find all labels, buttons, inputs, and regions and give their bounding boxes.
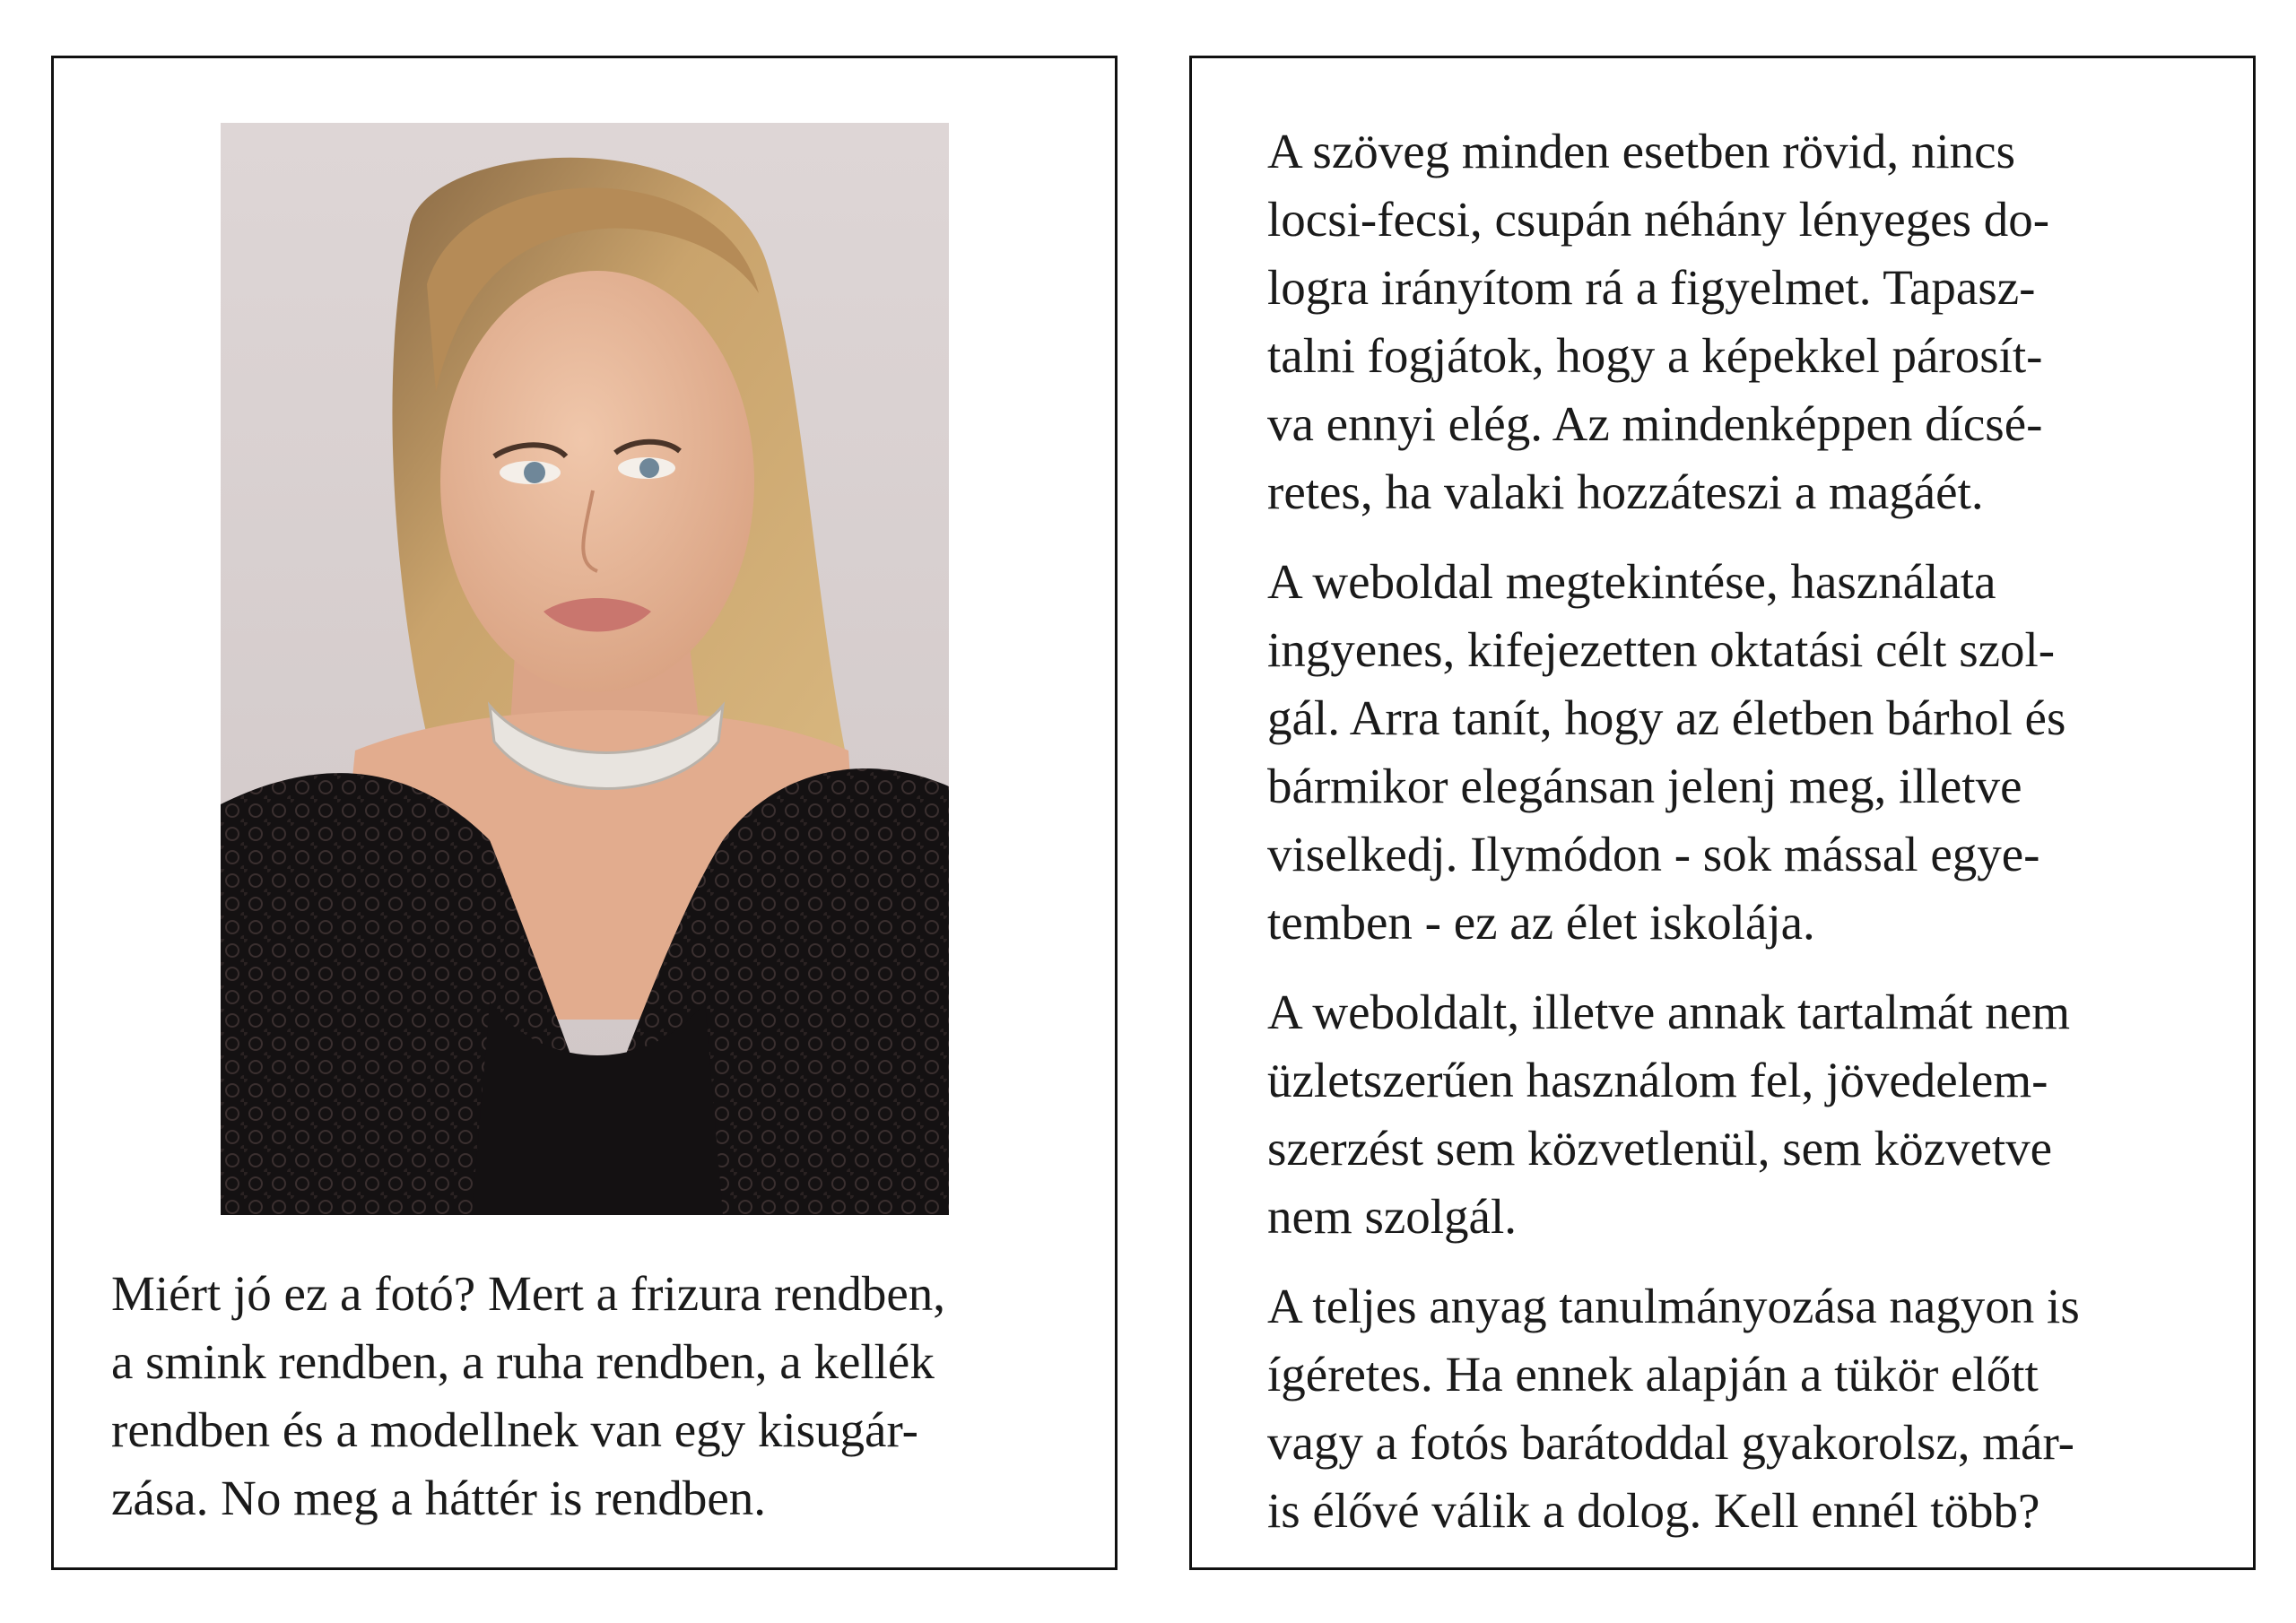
text-line: ígéretes. Ha ennek alapján a tükör előtt — [1267, 1347, 2039, 1402]
paragraph-intro — [1267, 117, 2218, 526]
text-line: talni fogjátok, hogy a képekkel párosít- — [1267, 328, 2043, 383]
caption-line: zása. No meg a háttér is rendben. — [111, 1471, 766, 1525]
text-line: A teljes anyag tanulmányozása nagyon is — [1267, 1279, 2080, 1333]
text-line: gál. Arra tanít, hogy az életben bárhol és — [1267, 690, 2066, 745]
text-line: retes, ha valaki hozzáteszi a magáét. — [1267, 464, 1984, 519]
text-line: szerzést sem közvetlenül, sem közvetve — [1267, 1121, 2053, 1176]
caption-line: rendben és a modellnek van egy kisugár- — [111, 1402, 918, 1457]
right-card — [1189, 56, 2256, 1570]
text-line: üzletszerűen használom fel, jövedelem- — [1267, 1053, 2048, 1107]
caption-line: Miért jó ez a fotó? Mert a frizura rendben, — [111, 1266, 945, 1321]
text-line: logra irányítom rá a figyelmet. Tapasz- — [1267, 260, 2036, 315]
photo-caption — [111, 1260, 1080, 1532]
text-line: A weboldal megtekintése, használata — [1267, 554, 1996, 609]
caption-line: a smink rendben, a ruha rendben, a kellék — [111, 1334, 935, 1389]
paragraph-conclusion — [1267, 1272, 2218, 1545]
text-line: nem szolgál. — [1267, 1189, 1517, 1244]
model-portrait-photo — [221, 123, 949, 1215]
text-line: A weboldalt, illetve annak tartalmát nem — [1267, 985, 2070, 1039]
paragraph-non-commercial — [1267, 978, 2218, 1251]
text-line: vagy a fotós barátoddal gyakorolsz, már- — [1267, 1415, 2074, 1470]
paragraph-free-use — [1267, 548, 2218, 957]
text-line: ingyenes, kifejezetten oktatási célt szol- — [1267, 622, 2056, 677]
text-line: bármikor elegánsan jelenj meg, illetve — [1267, 759, 2022, 813]
text-line: locsi-fecsi, csupán néhány lényeges do- — [1267, 192, 2050, 247]
text-line: A szöveg minden esetben rövid, nincs — [1267, 124, 2015, 178]
portrait-illustration — [221, 123, 949, 1215]
text-line: viselkedj. Ilymódon - sok mással egye- — [1267, 827, 2040, 881]
left-card — [51, 56, 1118, 1570]
text-line: is élővé válik a dolog. Kell ennél több? — [1267, 1483, 2040, 1538]
body-text — [1267, 117, 2218, 1567]
text-line: va ennyi elég. Az mindenképpen dícsé- — [1267, 396, 2043, 451]
text-line: temben - ez az élet iskolája. — [1267, 895, 1815, 950]
